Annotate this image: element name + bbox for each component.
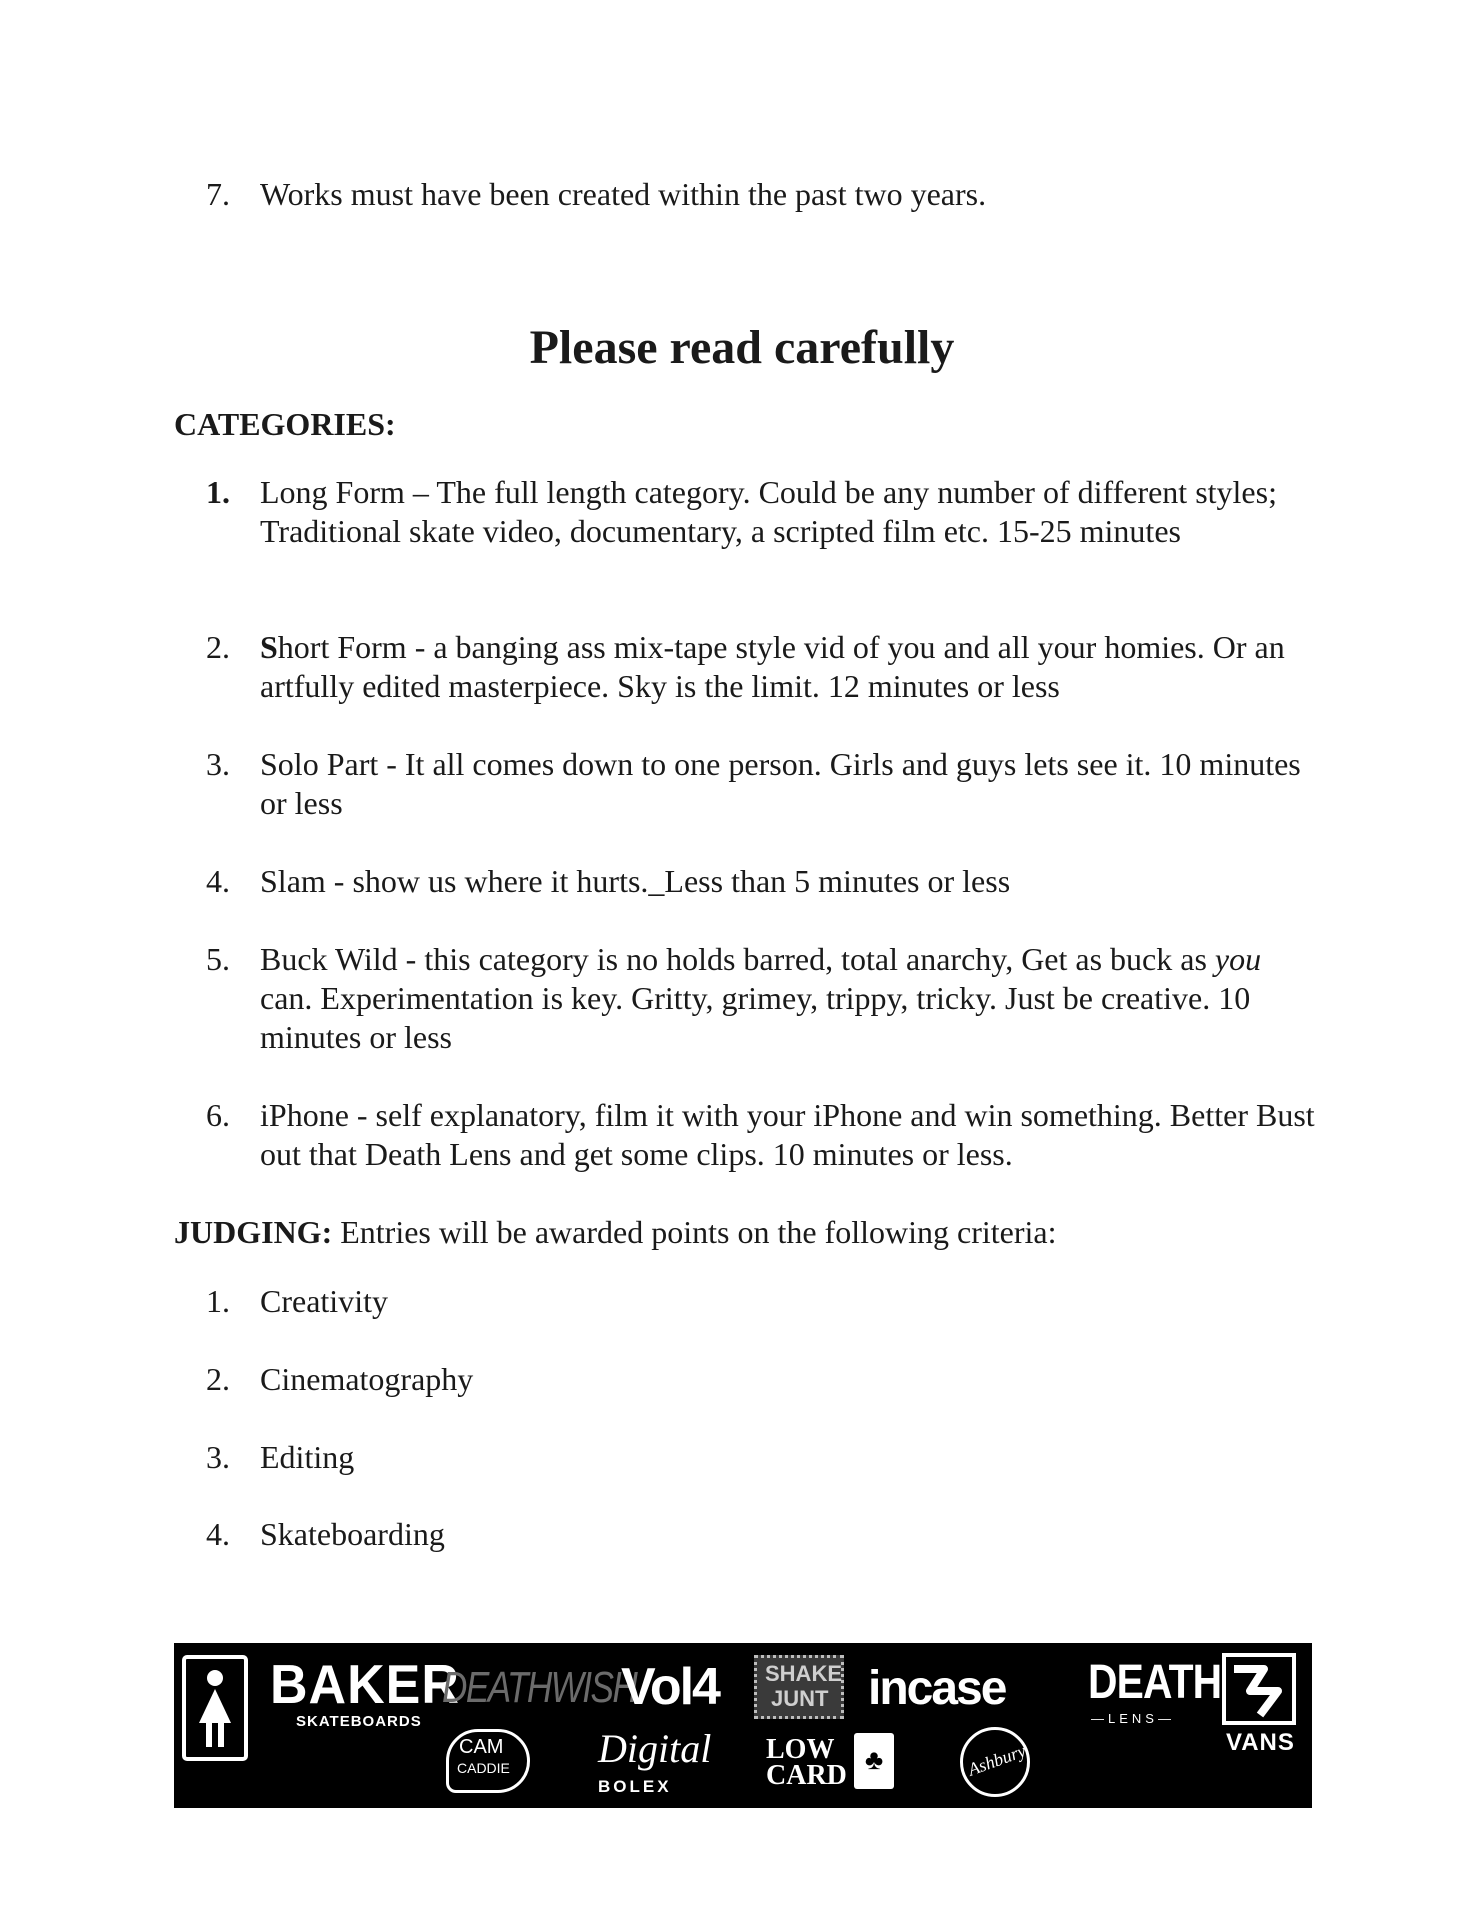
- list-text-italic: you: [1214, 941, 1262, 977]
- digital-bolex-subtitle: BOLEX: [598, 1777, 672, 1796]
- shake-junt-line-1: SHAKE: [765, 1661, 843, 1686]
- list-number: 4.: [206, 1516, 230, 1552]
- baker-logo: BAKER: [270, 1654, 460, 1716]
- girl-logo: [182, 1655, 248, 1761]
- cam-caddie-line-1: CAM: [459, 1736, 504, 1758]
- list-text-initial: S: [260, 629, 278, 665]
- vol4-logo: Vol4: [621, 1658, 719, 1716]
- list-number: 2.: [206, 1361, 230, 1397]
- shake-junt-line-2: JUNT: [771, 1686, 829, 1711]
- shake-junt-logo: [754, 1655, 844, 1719]
- deathwish-logo: DEATHWISH: [442, 1663, 637, 1712]
- list-number: 7.: [206, 176, 230, 212]
- list-text: Skateboarding: [260, 1516, 445, 1552]
- list-text: Long Form – The full length category. Could be any number of different styles; Traditional skate video, documentary, a scripted film etc. 15-25 minutes: [260, 474, 1277, 549]
- list-number: 6.: [206, 1097, 230, 1133]
- list-number: 5.: [206, 941, 230, 977]
- cam-caddie-logo: [446, 1729, 530, 1793]
- list-number: 2.: [206, 629, 230, 665]
- list-text-after: can. Experimentation is key. Gritty, grimey, trippy, tricky. Just be creative. 10 minutes or less: [260, 980, 1251, 1055]
- baker-subtitle: SKATEBOARDS: [296, 1713, 422, 1730]
- playing-card-icon: ♣: [854, 1733, 894, 1789]
- list-text: Slam - show us where it hurts._Less than 5 minutes or less: [260, 863, 1011, 899]
- digital-bolex-logo: Digital: [598, 1726, 712, 1771]
- categories-heading: CATEGORIES:: [174, 406, 396, 442]
- list-number: 4.: [206, 863, 230, 899]
- page-title: Please read carefully: [529, 321, 955, 374]
- list-text-rest: hort Form - a banging ass mix-tape style vid of you and all your homies. Or an artfully edited masterpiece. Sky is the limit. 12 minutes or less: [260, 629, 1285, 704]
- cam-caddie-line-2: CADDIE: [457, 1760, 510, 1776]
- vans-wordmark: VANS: [1226, 1729, 1295, 1756]
- low-card-line-1: LOW: [766, 1734, 835, 1765]
- death-lens-subtitle: —LENS—: [1091, 1711, 1175, 1726]
- list-text-before: Buck Wild - this category is no holds barred, total anarchy, Get as buck as: [260, 941, 1215, 977]
- list-text: Solo Part - It all comes down to one person. Girls and guys lets see it. 10 minutes or less: [260, 746, 1301, 821]
- low-card-line-2: CARD: [766, 1760, 847, 1791]
- vans-emblem-icon: [1220, 1651, 1298, 1727]
- list-text: Works must have been created within the past two years.: [260, 176, 987, 212]
- death-lens-logo: DEATH: [1088, 1656, 1222, 1709]
- low-card-logo: [766, 1734, 847, 1791]
- judging-heading: JUDGING:: [174, 1214, 333, 1250]
- list-text: [260, 628, 1320, 706]
- list-text: Editing: [260, 1439, 355, 1475]
- list-text: Creativity: [260, 1283, 388, 1319]
- list-text: Cinematography: [260, 1361, 474, 1397]
- incase-logo: incase: [868, 1662, 1006, 1715]
- list-number: 1.: [206, 474, 230, 510]
- ashbury-wordmark: Ashbury: [965, 1740, 1029, 1780]
- ashbury-logo: [960, 1727, 1030, 1797]
- list-number: 1.: [206, 1283, 230, 1319]
- judging-intro: Entries will be awarded points on the following criteria:: [332, 1214, 1057, 1250]
- list-number: 3.: [206, 1439, 230, 1475]
- judging-line: [174, 1213, 1056, 1252]
- sponsor-banner: [174, 1643, 1312, 1808]
- vans-logo: [1220, 1651, 1298, 1761]
- list-text: iPhone - self explanatory, film it with your iPhone and win something. Better Bust out that Death Lens and get some clips. 10 minutes or less.: [260, 1097, 1315, 1172]
- girl-figure-icon: [186, 1659, 244, 1757]
- list-text: [260, 940, 1320, 1057]
- list-number: 3.: [206, 746, 230, 782]
